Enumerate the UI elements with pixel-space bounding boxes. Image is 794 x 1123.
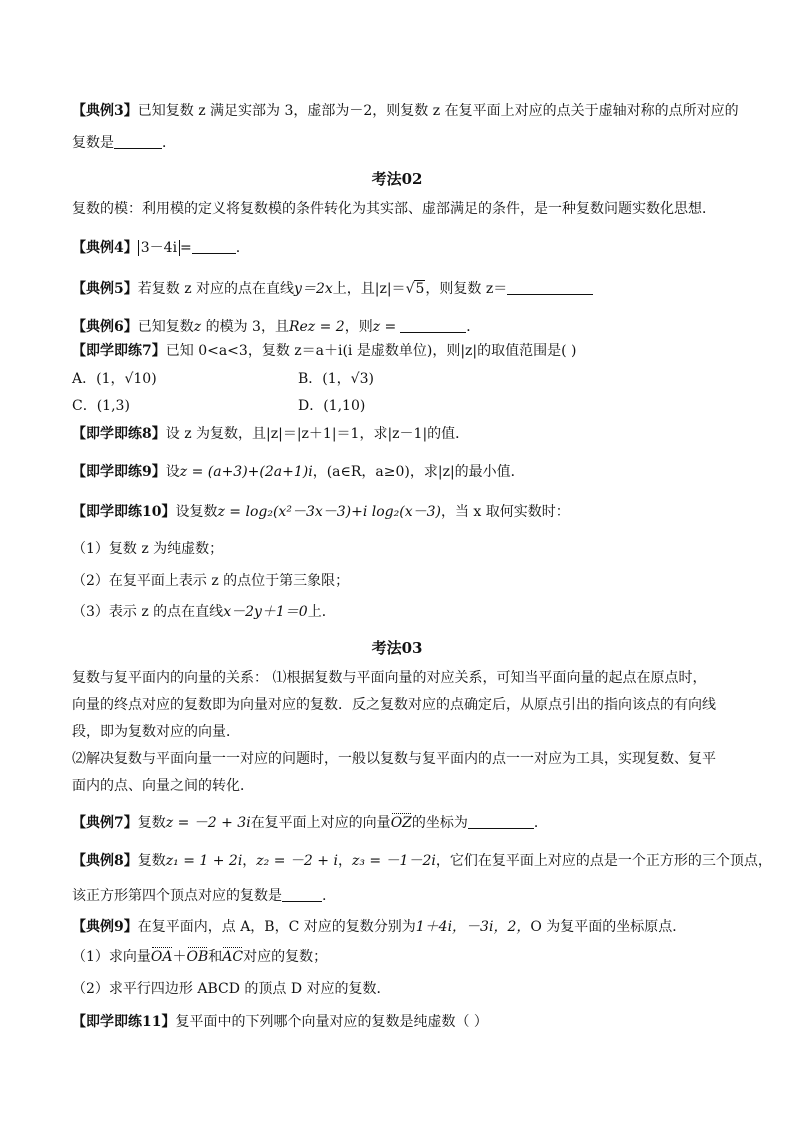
example-7-expression: z = －2 + 3i: [165, 815, 251, 831]
period: .: [235, 240, 241, 256]
z3-value: z₃ = －1－2i: [351, 853, 436, 869]
example-7-tag: 【典例7】: [72, 815, 138, 831]
period: ．: [162, 135, 176, 151]
example-3-line1: [72, 102, 739, 120]
sqrt-value: 5: [415, 281, 425, 297]
example-9-q2: （2）求平行四边形 ABCD 的顶点 D 对应的复数．: [72, 981, 391, 997]
example-6: [72, 318, 732, 336]
example-5-text3: ，则复数 z＝: [425, 281, 508, 297]
practice-8-text: 设 z 为复数，且|z|＝|z＋1|＝1，求|z－1|的值．: [165, 426, 470, 442]
example-9-q1: [72, 948, 732, 966]
section-03-para-2: 向量的终点对应的复数即为向量对应的复数．反之复数对应的点确定后，从原点引出的指向该点的有向线: [72, 697, 716, 713]
example-9-numbers: 1＋4i，－3i，2，: [415, 919, 531, 935]
choice-a: A．(1，√10): [72, 371, 157, 387]
example-7-text1: 复数: [137, 815, 166, 831]
practice-11: [72, 1013, 732, 1031]
section-03-para-5: 面内的点、向量之间的转化．: [72, 778, 254, 794]
practice-10: [72, 503, 732, 521]
choice-c: C．(1,3): [72, 398, 130, 414]
answer-blank: [400, 318, 466, 333]
z2-value: z₂ = －2 + i: [256, 853, 338, 869]
example-4-tag: 【典例4】: [72, 240, 138, 256]
period: .: [322, 888, 327, 904]
practice-11-text: 复平面中的下列哪个向量对应的复数是纯虚数（ ）: [175, 1014, 488, 1030]
practice-9-text2: ，(a∈R，a≥0)，求|z|的最小值．: [312, 464, 525, 480]
example-9-text2: O 为复平面的坐标原点．: [530, 919, 687, 935]
example-8-tag: 【典例8】: [72, 853, 138, 869]
example-6-tag: 【典例6】: [72, 319, 138, 335]
practice-9-expression: z = (a+3)+(2a+1)i: [179, 464, 313, 480]
answer-blank: [192, 239, 236, 254]
practice-8: [72, 425, 732, 443]
abs-expression: 3－4i: [138, 240, 180, 256]
practice-10-q1: （1）复数 z 为纯虚数；: [72, 541, 224, 557]
example-3-tag: 【典例3】: [72, 103, 138, 119]
line-equation: x－2y＋1＝0: [223, 604, 308, 620]
practice-10-q2: （2）在复平面上表示 z 的点位于第三象限；: [72, 573, 350, 589]
section-03-para-1: 复数与复平面内的向量的关系： ⑴根据复数与平面向量的对应关系，可知当平面向量的起点在原点时，: [72, 670, 707, 686]
section-02-title: 考法02: [371, 170, 423, 188]
section-02-description: 复数的模：利用模的定义将复数模的条件转化为其实部、虚部满足的条件，是一种复数问题实数化思想．: [72, 201, 716, 217]
example-8-line2: [72, 887, 732, 905]
practice-9-tag: 【即学即练9】: [72, 464, 166, 480]
variable-z: z: [193, 319, 202, 335]
example-5-tag: 【典例5】: [72, 281, 138, 297]
example-3-line2: [72, 134, 732, 152]
practice-7-tag: 【即学即练7】: [72, 343, 166, 359]
practice-11-tag: 【即学即练11】: [72, 1014, 176, 1030]
example-5-text2: 上，且|z|＝: [332, 281, 406, 297]
line-equation: y＝2x: [294, 281, 333, 297]
vector-oz: OZ: [390, 815, 412, 831]
example-8: 【典例8】复数z₁ = 1 + 2i，z₂ = －2 + i，z₃ = －1－2i，它们在复平面上对应的点是一个正方形的三个顶点，: [72, 853, 772, 869]
z1-value: z₁ = 1 + 2i: [165, 853, 243, 869]
practice-7: [72, 342, 732, 360]
example-7: [72, 814, 732, 832]
example-8-text2: ，它们在复平面上对应的点是一个正方形的三个顶点，: [435, 853, 772, 869]
example-8-text3: 该正方形第四个顶点对应的复数是: [72, 888, 282, 904]
practice-9: [72, 463, 732, 481]
practice-10-q3: [72, 603, 732, 621]
practice-9-text1: 设: [165, 464, 180, 480]
period: ．: [466, 319, 481, 335]
practice-10-q3-end: 上．: [307, 604, 336, 620]
section-03-para-3: 段，即为复数对应的向量．: [72, 724, 240, 740]
example-3-text: 已知复数 z 满足实部为 3，虚部为－2，则复数 z 在复平面上对应的点关于虚轴对称的点所对应的: [137, 103, 739, 119]
example-9-q1-text: （1）求向量: [72, 949, 151, 965]
practice-10-tag: 【即学即练10】: [72, 504, 176, 520]
example-9-tag: 【典例9】: [72, 919, 138, 935]
example-9: [72, 918, 732, 936]
practice-7-text: 已知 0<a<3，复数 z＝a＋i(i 是虚数单位)，则|z|的取值范围是( ): [165, 343, 577, 359]
example-8-text1: 复数: [137, 853, 166, 869]
example-6-text3: ，则: [344, 319, 373, 335]
answer-blank: [282, 887, 322, 902]
practice-10-text1: 设复数: [175, 504, 218, 520]
example-5-text1: 若复数 z 对应的点在直线: [137, 281, 295, 297]
example-5: 【典例5】若复数 z 对应的点在直线y＝2x上，且|z|＝√5，则复数 z＝: [72, 280, 732, 298]
practice-8-tag: 【即学即练8】: [72, 426, 166, 442]
answer-blank: [507, 280, 593, 295]
example-6-text1: 已知复数: [137, 319, 194, 335]
practice-10-expression: z = log₂(x²－3x－3)+i log₂(x－3): [217, 504, 441, 520]
practice-10-text2: ，当 x 取何实数时：: [440, 504, 570, 520]
plus-sign: ＋: [172, 949, 187, 965]
vector-ob: OB: [186, 949, 209, 965]
real-part-condition: Rez = 2: [288, 319, 345, 335]
example-4: [72, 239, 732, 257]
example-9-q1-end: 对应的复数；: [243, 949, 328, 965]
choice-b: B．(1，√3): [298, 371, 374, 387]
example-7-text3: 的坐标为: [411, 815, 468, 831]
and-text: 和: [208, 949, 223, 965]
vector-ac: AC: [222, 949, 244, 965]
example-9-text1: 在复平面内，点 A，B，C 对应的复数分别为: [137, 919, 416, 935]
example-6-text2: 的模为 3，且: [205, 319, 289, 335]
practice-10-q3-text: （3）表示 z 的点在直线: [72, 604, 224, 620]
section-03-para-4: ⑵解决复数与平面向量一一对应的问题时，一般以复数与复平面内的点一一对应为工具，实现复数、复平: [72, 751, 716, 767]
choice-d: D．(1,10): [298, 398, 366, 414]
answer-blank: [468, 814, 534, 829]
section-03-title: 考法03: [371, 639, 423, 657]
answer-blank: [114, 134, 162, 149]
example-7-text2: 在复平面上对应的向量: [250, 815, 391, 831]
example-3-text2: 复数是: [72, 135, 114, 151]
period: ．: [533, 815, 548, 831]
vector-oa: OA: [150, 949, 173, 965]
equals-sign: =: [180, 240, 192, 256]
z-equals: z =: [372, 319, 397, 335]
